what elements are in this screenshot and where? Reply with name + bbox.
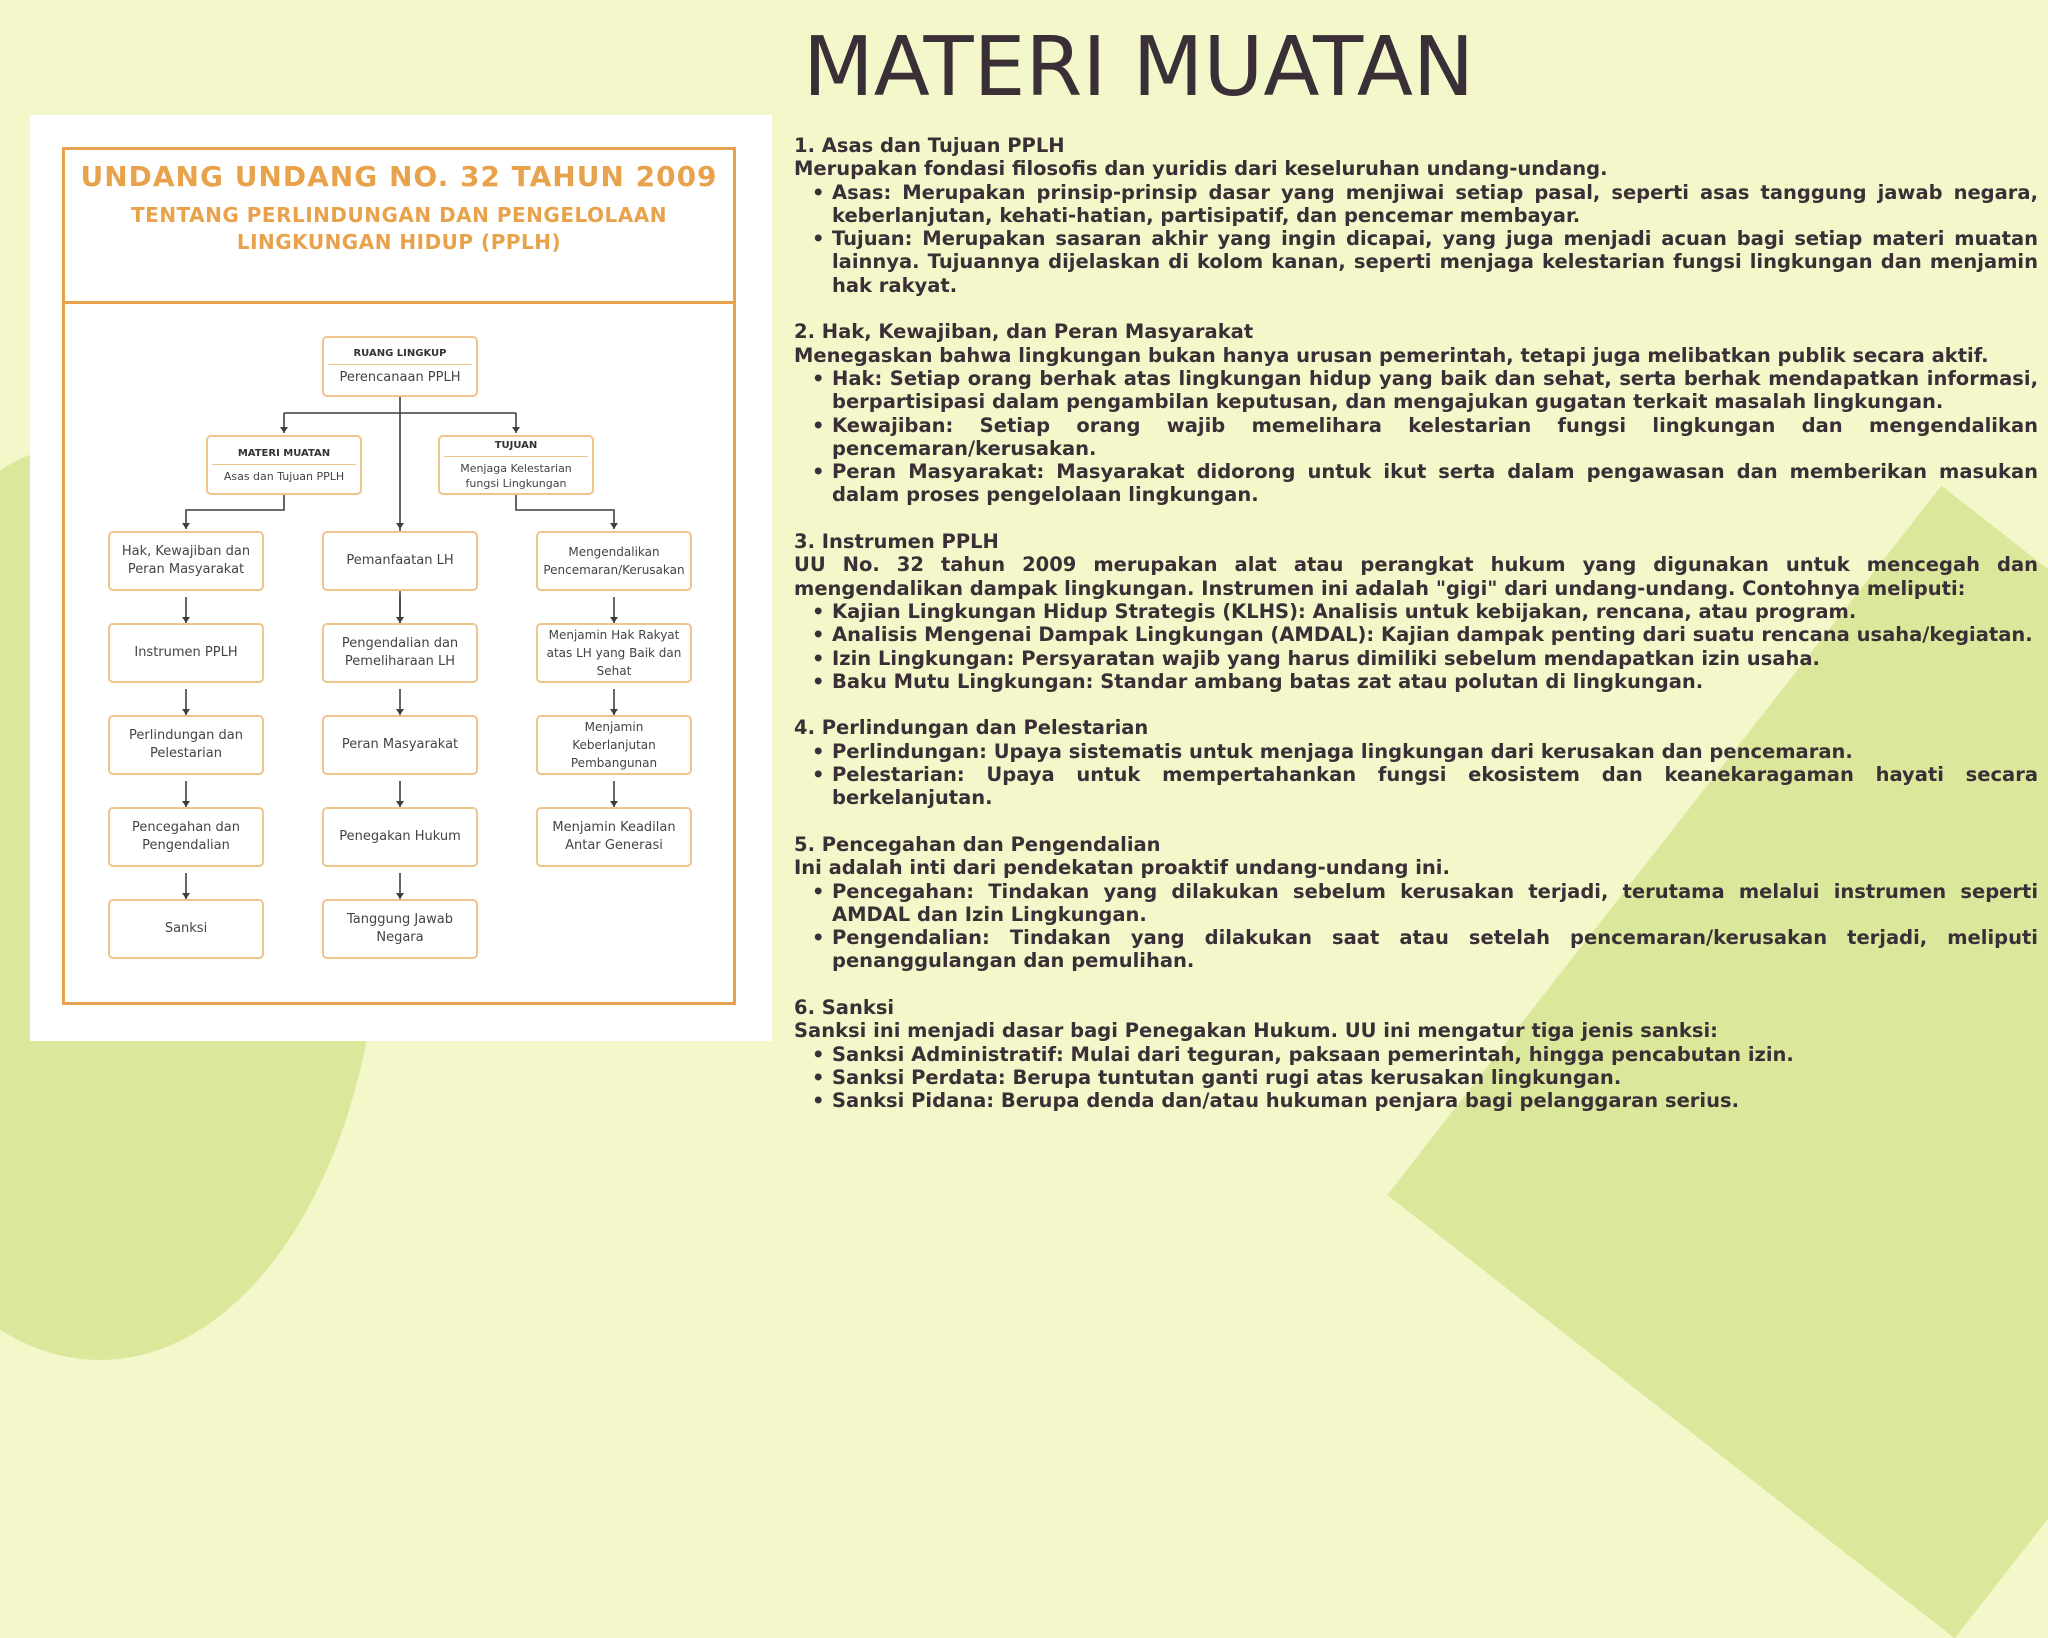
bullet-item: • Kajian Lingkungan Hidup Strategis (KLHS): Analisis untuk kebijakan, rencana, atau program. [832, 600, 2038, 623]
section-title: 5. Pencegahan dan Pengendalian [794, 832, 1161, 856]
section-paragraph: UU No. 32 tahun 2009 merupakan alat atau perangkat hukum yang digunakan untuk mencegah dan mengendalikan dampak lingkungan. Instrumen ini adalah "gigi" dari undang-undang. Contohnya meliputi: [794, 553, 2038, 600]
bullet-item: • Izin Lingkungan: Persyaratan wajib yang harus dimiliki sebelum mendapatkan izin usaha. [832, 647, 2038, 670]
bullet-item: • Perlindungan: Upaya sistematis untuk menjaga lingkungan dari kerusakan dan pencemaran. [832, 740, 2038, 763]
bullet-list [794, 740, 2038, 810]
section-4 [794, 716, 2038, 809]
section-paragraph: Menegaskan bahwa lingkungan bukan hanya urusan pemerintah, tetapi juga melibatkan publik secara aktif. [794, 343, 1989, 367]
box-text: Perencanaan PPLH [339, 369, 461, 385]
bullet-item: • Hak: Setiap orang berhak atas lingkungan hidup yang baik dan sehat, serta berhak mendapatkan informasi, berpartisipasi dalam pengambilan keputusan, dan mengajukan gugatan terkait masalah lingkungan. [832, 367, 2038, 414]
box-left-2: Instrumen PPLH [108, 623, 264, 683]
bullet-item: • Sanksi Pidana: Berupa denda dan/atau hukuman penjara bagi pelanggaran serius. [832, 1089, 2038, 1112]
box-left-5: Sanksi [108, 899, 264, 959]
bullet-item: • Pengendalian: Tindakan yang dilakukan saat atau setelah pencemaran/kerusakan terjadi, meliputi penanggulangan dan pemulihan. [832, 926, 2038, 973]
box-right-1: Mengendalikan Pencemaran/Kerusakan [536, 531, 692, 591]
section-title: 3. Instrumen PPLH [794, 530, 999, 554]
box-text: Menjaga Kelestarian fungsi Lingkungan [460, 462, 572, 490]
section-2 [794, 320, 2038, 506]
content-text [794, 134, 2038, 1136]
section-title: 4. Perlindungan dan Pelestarian [794, 716, 1149, 740]
section-paragraph: Merupakan fondasi filosofis dan yuridis dari keseluruhan undang-undang. [794, 157, 1608, 181]
box-mid-4: Penegakan Hukum [322, 807, 478, 867]
box-text: Asas dan Tujuan PPLH [223, 469, 345, 483]
box-right-3: Menjamin Keberlanjutan Pembangunan [536, 715, 692, 775]
connector [516, 495, 614, 529]
page-title: MATERI MUATAN [803, 20, 1475, 115]
section-6 [794, 996, 2038, 1112]
box-tujuan [438, 435, 594, 495]
bullet-item: • Sanksi Perdata: Berupa tuntutan ganti rugi atas kerusakan lingkungan. [832, 1066, 2038, 1089]
box-ruang-lingkup [322, 336, 478, 397]
box-mid-2: Pengendalian dan Pemeliharaan LH [322, 623, 478, 683]
section-5 [794, 833, 2038, 973]
bullet-list [794, 600, 2038, 693]
section-title: 6. Sanksi [794, 995, 895, 1019]
box-materi-muatan [206, 435, 362, 495]
bullet-item: • Baku Mutu Lingkungan: Standar ambang batas zat atau polutan di lingkungan. [832, 670, 2038, 693]
section-paragraph: Ini adalah inti dari pendekatan proaktif undang-undang ini. [794, 856, 1450, 880]
bullet-list [794, 181, 2038, 297]
bullet-item: • Peran Masyarakat: Masyarakat didorong untuk ikut serta dalam pengawasan dan memberikan masukan dalam proses pengelolaan lingkungan. [832, 460, 2038, 507]
bullet-list [794, 1043, 2038, 1113]
section-title: 1. Asas dan Tujuan PPLH [794, 134, 1065, 157]
section-3 [794, 530, 2038, 693]
box-label: RUANG LINGKUP [353, 347, 447, 359]
bullet-item: • Asas: Merupakan prinsip-prinsip dasar yang menjiwai setiap pasal, seperti asas tanggung jawab negara, keberlanjutan, kehati-hatian, partisipatif, dan pencemar membayar. [832, 181, 2038, 228]
law-title: UNDANG UNDANG NO. 32 TAHUN 2009 [80, 160, 718, 193]
box-right-4: Menjamin Keadilan Antar Generasi [536, 807, 692, 867]
law-subtitle: TENTANG PERLINDUNGAN DAN PENGELOLAAN LINGKUNGAN HIDUP (PPLH) [131, 203, 667, 254]
box-mid-3: Peran Masyarakat [322, 715, 478, 775]
box-left-1: Hak, Kewajiban dan Peran Masyarakat [108, 531, 264, 591]
section-paragraph: Sanksi ini menjadi dasar bagi Penegakan Hukum. UU ini mengatur tiga jenis sanksi: [794, 1019, 1718, 1043]
bullet-item: • Kewajiban: Setiap orang wajib memelihara kelestarian fungsi lingkungan dan mengendalikan pencemaran/kerusakan. [832, 414, 2038, 461]
box-left-3: Perlindungan dan Pelestarian [108, 715, 264, 775]
section-title: 2. Hak, Kewajiban, dan Peran Masyarakat [794, 320, 1254, 344]
box-label: MATERI MUATAN [237, 447, 331, 459]
bullet-item: • Sanksi Administratif: Mulai dari teguran, paksaan pemerintah, hingga pencabutan izin. [832, 1043, 2038, 1066]
law-infographic [30, 115, 772, 1041]
section-1 [794, 134, 2038, 297]
box-right-2: Menjamin Hak Rakyat atas LH yang Baik dan Sehat [536, 623, 692, 683]
box-mid-5: Tanggung Jawab Negara [322, 899, 478, 959]
box-label: TUJUAN [494, 440, 538, 451]
bullet-item: • Tujuan: Merupakan sasaran akhir yang ingin dicapai, yang juga menjadi acuan bagi setiap materi muatan lainnya. Tujuannya dijelaskan di kolom kanan, seperti menjaga kelestarian fungsi lingkungan dan menjamin hak rakyat. [832, 227, 2038, 297]
bullet-list [794, 367, 2038, 507]
box-mid-1: Pemanfaatan LH [322, 531, 478, 591]
bullet-list [794, 880, 2038, 973]
bullet-item: • Pencegahan: Tindakan yang dilakukan sebelum kerusakan terjadi, terutama melalui instrumen seperti AMDAL dan Izin Lingkungan. [832, 880, 2038, 927]
box-left-4: Pencegahan dan Pengendalian [108, 807, 264, 867]
bullet-item: • Analisis Mengenai Dampak Lingkungan (AMDAL): Kajian dampak penting dari suatu rencana usaha/kegiatan. [832, 623, 2038, 646]
connector [186, 495, 284, 529]
bullet-item: • Pelestarian: Upaya untuk mempertahankan fungsi ekosistem dan keanekaragaman hayati secara berkelanjutan. [832, 763, 2038, 810]
